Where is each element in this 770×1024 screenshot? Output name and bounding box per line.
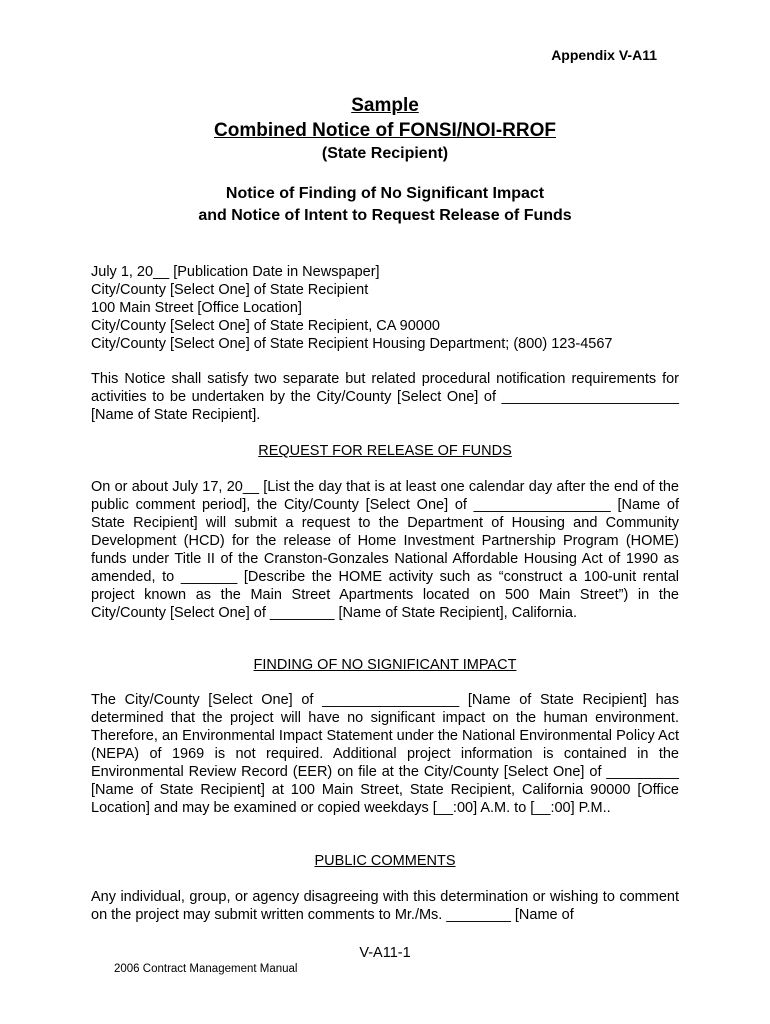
address-block <box>91 263 679 353</box>
appendix-label: Appendix V-A11 <box>551 47 657 63</box>
fonsi-heading: FINDING OF NO SIGNIFICANT IMPACT <box>253 657 517 673</box>
address-line-department: City/County [Select One] of State Recipient Housing Department; (800) 123-4567 <box>91 336 613 352</box>
notice-title-line1: Notice of Finding of No Significant Impact <box>225 185 545 202</box>
page-number: V-A11-1 <box>359 945 411 961</box>
rrof-paragraph: On or about July 17, 20__ [List the day that is at least one calendar day after the end of the public comment period], the City/County [Select One] of _________________ [Name of State Recipient] will submit a request to the Department of Housing and Community Development (HCD) for the release of Home Investment Partnership Program (HOME) funds under Title II of the Cranston-Gonzales National Affordable Housing Act of 1990 as amended, to _______ [Describe the HOME activity such as “construct a 100-unit rental project known as the Main Street Apartments located on 500 Main Street”) in the City/County [Select One] of ________ [Name of State Recipient], California. <box>91 479 679 621</box>
address-line-city: City/County [Select One] of State Recipient <box>91 282 369 298</box>
sample-title: Sample <box>351 95 419 116</box>
combined-notice-title: Combined Notice of FONSI/NOI-RROF <box>214 120 556 141</box>
state-recipient-subtitle: (State Recipient) <box>321 145 449 162</box>
public-comments-paragraph: Any individual, group, or agency disagreeing with this determination or wishing to comment on the project may submit written comments to Mr./Ms. ________ [Name of <box>91 889 679 923</box>
address-line-state: City/County [Select One] of State Recipient, CA 90000 <box>91 318 440 334</box>
intro-paragraph: This Notice shall satisfy two separate but related procedural notification requirements for activities to be undertaken by the City/County [Select One] of ______________________ [Name of State Recipient]. <box>91 371 679 423</box>
footer-manual: 2006 Contract Management Manual <box>114 963 298 975</box>
address-line-date: July 1, 20__ [Publication Date in Newspaper] <box>91 264 380 280</box>
title-block <box>0 94 770 227</box>
rrof-heading: REQUEST FOR RELEASE OF FUNDS <box>258 443 512 459</box>
fonsi-paragraph: The City/County [Select One] of _________________ [Name of State Recipient] has determined that the project will have no significant impact on the human environment. Therefore, an Environmental Impact Statement under the National Environmental Policy Act (NEPA) of 1969 is not required. Additional project information is contained in the Environmental Review Record (EER) on file at the City/County [Select One] of _________ [Name of State Recipient] at 100 Main Street, State Recipient, California 90000 [Office Location] and may be examined or copied weekdays [__:00] A.M. to [__:00] P.M.. <box>91 692 679 816</box>
public-comments-heading: PUBLIC COMMENTS <box>314 853 456 869</box>
address-line-street: 100 Main Street [Office Location] <box>91 300 302 316</box>
notice-title-line2: and Notice of Intent to Request Release of Funds <box>198 207 572 224</box>
